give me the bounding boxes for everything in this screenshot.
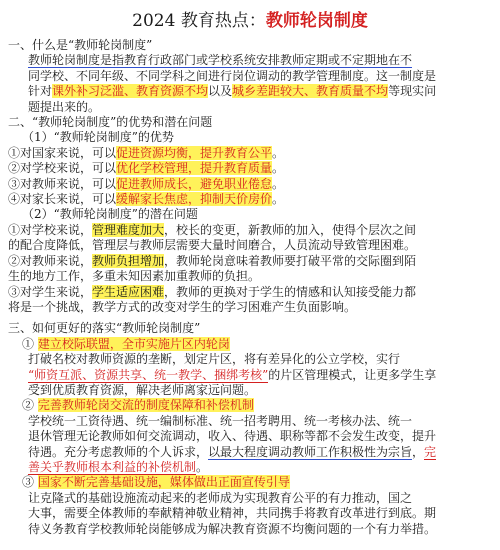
text-segment: ②对学校来说，可以 [8,161,117,176]
text-segment: 善关乎教师根本利益的补偿机制 [28,459,197,474]
text-segment: 一、什么是“教师轮岗制度” [8,38,153,52]
text-segment: 。 [272,161,285,176]
text-line [8,146,492,161]
text-segment: 。 [272,176,285,191]
text-segment: 三、如何更好的落实“教师轮岗制度” [8,321,201,336]
text-segment: “师资互派、资源共享、统一教学、捆绑考核” [28,367,269,382]
title-prefix: 2024 教育热点： [132,11,266,31]
highlighted-text: 促进教师成长，避免职业倦怠 [116,176,273,191]
page-title [8,8,492,34]
text-segment: 教师轮岗制度是指教育行政部门或学校系统安排教师定期或不定期地在不 [28,53,413,68]
text-line [8,460,492,475]
text-line [8,38,492,53]
text-segment: 。 [272,192,285,207]
text-segment: 受到优质教育资源，解决老师离家远问题。 [28,382,257,397]
highlighted-text: 管理难度加大 [92,222,165,237]
text-segment: 以及 [208,84,233,99]
text-segment: ，教师轮岗意味着教师要打破平常的交际圈到陌 [164,253,417,268]
highlighted-text: 优化学校管理，提升教育质量 [116,161,273,176]
text-segment: 将是一个挑战，教学方式的改变对学生的学习困难产生负面影响。 [8,299,357,314]
text-line [8,207,492,222]
text-segment: ①对国家来说，可以 [8,145,117,160]
text-segment: （1）“教师轮岗制度”的优势 [22,130,174,145]
text-segment: ① [22,336,38,351]
text-line [8,414,492,429]
text-line [8,238,492,253]
text-line [8,177,492,192]
text-segment: 生的地方工作，多重未知因素加重教师的负担。 [8,269,261,284]
text-segment: ，教师的更换对于学生的情感和认知接受能力都 [164,284,417,299]
text-line [8,100,492,115]
highlighted-text: 城乡差距较大、教育质量不均 [232,84,389,99]
text-line [8,285,492,300]
text-line [8,506,492,521]
text-segment: 针对 [28,84,53,99]
text-segment: 退休管理无论教师如何交流调动，收入、待遇、职称等都不会发生改变，提升 [28,429,437,444]
text-segment: ， [412,444,425,459]
text-line [8,383,492,398]
highlighted-text: 完善教师轮岗交流的制度保障和补偿机制 [37,398,254,413]
highlighted-text: 学生适应困难 [92,284,165,299]
text-line [8,192,492,207]
highlighted-text: 促进资源均衡，提升教育公平 [116,145,273,160]
text-line [8,300,492,315]
text-segment: ①对学校来说， [8,222,93,237]
text-segment: 等现实问 [388,84,437,99]
text-segment: （2）“教师轮岗制度”的潜在问题 [22,207,198,222]
text-segment: 。 [196,459,209,474]
text-segment: 学校统一工资待遇、统一编制标准、统一招考聘用、统一考核办法、统一 [28,413,413,428]
text-segment: 同学校、不同年级、不同学科之间进行岗位调动的教学管理制度。这一制度是 [28,68,437,83]
text-line [8,352,492,367]
text-segment: 待义务教育学校教师轮岗能够成为解决教育资源不均衡问题的一个有力举措。 [28,521,437,536]
text-line [8,475,492,490]
text-line [8,491,492,506]
text-line [8,223,492,238]
text-line [8,115,492,130]
text-line [8,368,492,383]
text-line [8,321,492,336]
text-segment: ② [22,398,38,413]
title-accent: 教师轮岗制度 [265,11,368,31]
highlighted-text: 课外补习泛滥、教育资源不均 [52,84,209,99]
text-segment: 的片区管理模式，让更多学生享 [268,367,437,382]
text-segment: ②对教师来说， [8,253,93,268]
text-line [8,522,492,537]
text-line [8,130,492,145]
text-segment: 。 [272,145,285,160]
text-line [8,161,492,176]
document-body [8,38,492,537]
text-line [8,429,492,444]
text-segment: ③对学生来说， [8,284,93,299]
text-segment: 的配合度降低，管理层与教师层需要大量时间磨合，人员流动导致管理困难。 [8,238,417,253]
text-segment: 完 [424,444,437,459]
highlighted-text: 建立校际联盟，全市实施片区内轮岗 [37,336,230,351]
text-segment: ④对家长来说，可以 [8,192,117,207]
text-line [8,269,492,284]
text-line [8,445,492,460]
text-segment: 打破名校对教师资源的垄断，划定片区，将有差异化的公立学校，实行 [28,352,401,367]
text-line [8,337,492,352]
highlighted-text: 教师负担增加 [92,253,165,268]
text-segment: ，校长的变更，新教师的加入，使得个层次之间 [164,222,417,237]
text-segment: ③ [22,475,38,490]
text-line [8,254,492,269]
text-segment: 待遇。充分考虑教师的个人诉求， [28,444,209,459]
text-line [8,69,492,84]
text-segment: 让克隆式的基础设施流动起来的老师成为实现教育公平的有力推动，国之 [28,490,413,505]
text-segment: 大事，需要全体教师的奉献精神敬业精神，共同携手将教育改革进行到底。期 [28,506,437,521]
text-segment: ③对教师来说，可以 [8,176,117,191]
text-line [8,398,492,413]
text-line [8,53,492,68]
highlighted-text: 国家不断完善基础设施，媒体做出正面宣传引导 [37,475,290,490]
highlighted-text: 缓解家长焦虑，抑制天价房价 [116,192,273,207]
text-segment: 以最大程度调动教师工作积极性为宗旨 [208,444,413,459]
text-segment: 二、“教师轮岗制度”的优势和潜在问题 [8,115,213,130]
text-line [8,84,492,99]
text-segment: 题提出来的。 [28,99,101,114]
